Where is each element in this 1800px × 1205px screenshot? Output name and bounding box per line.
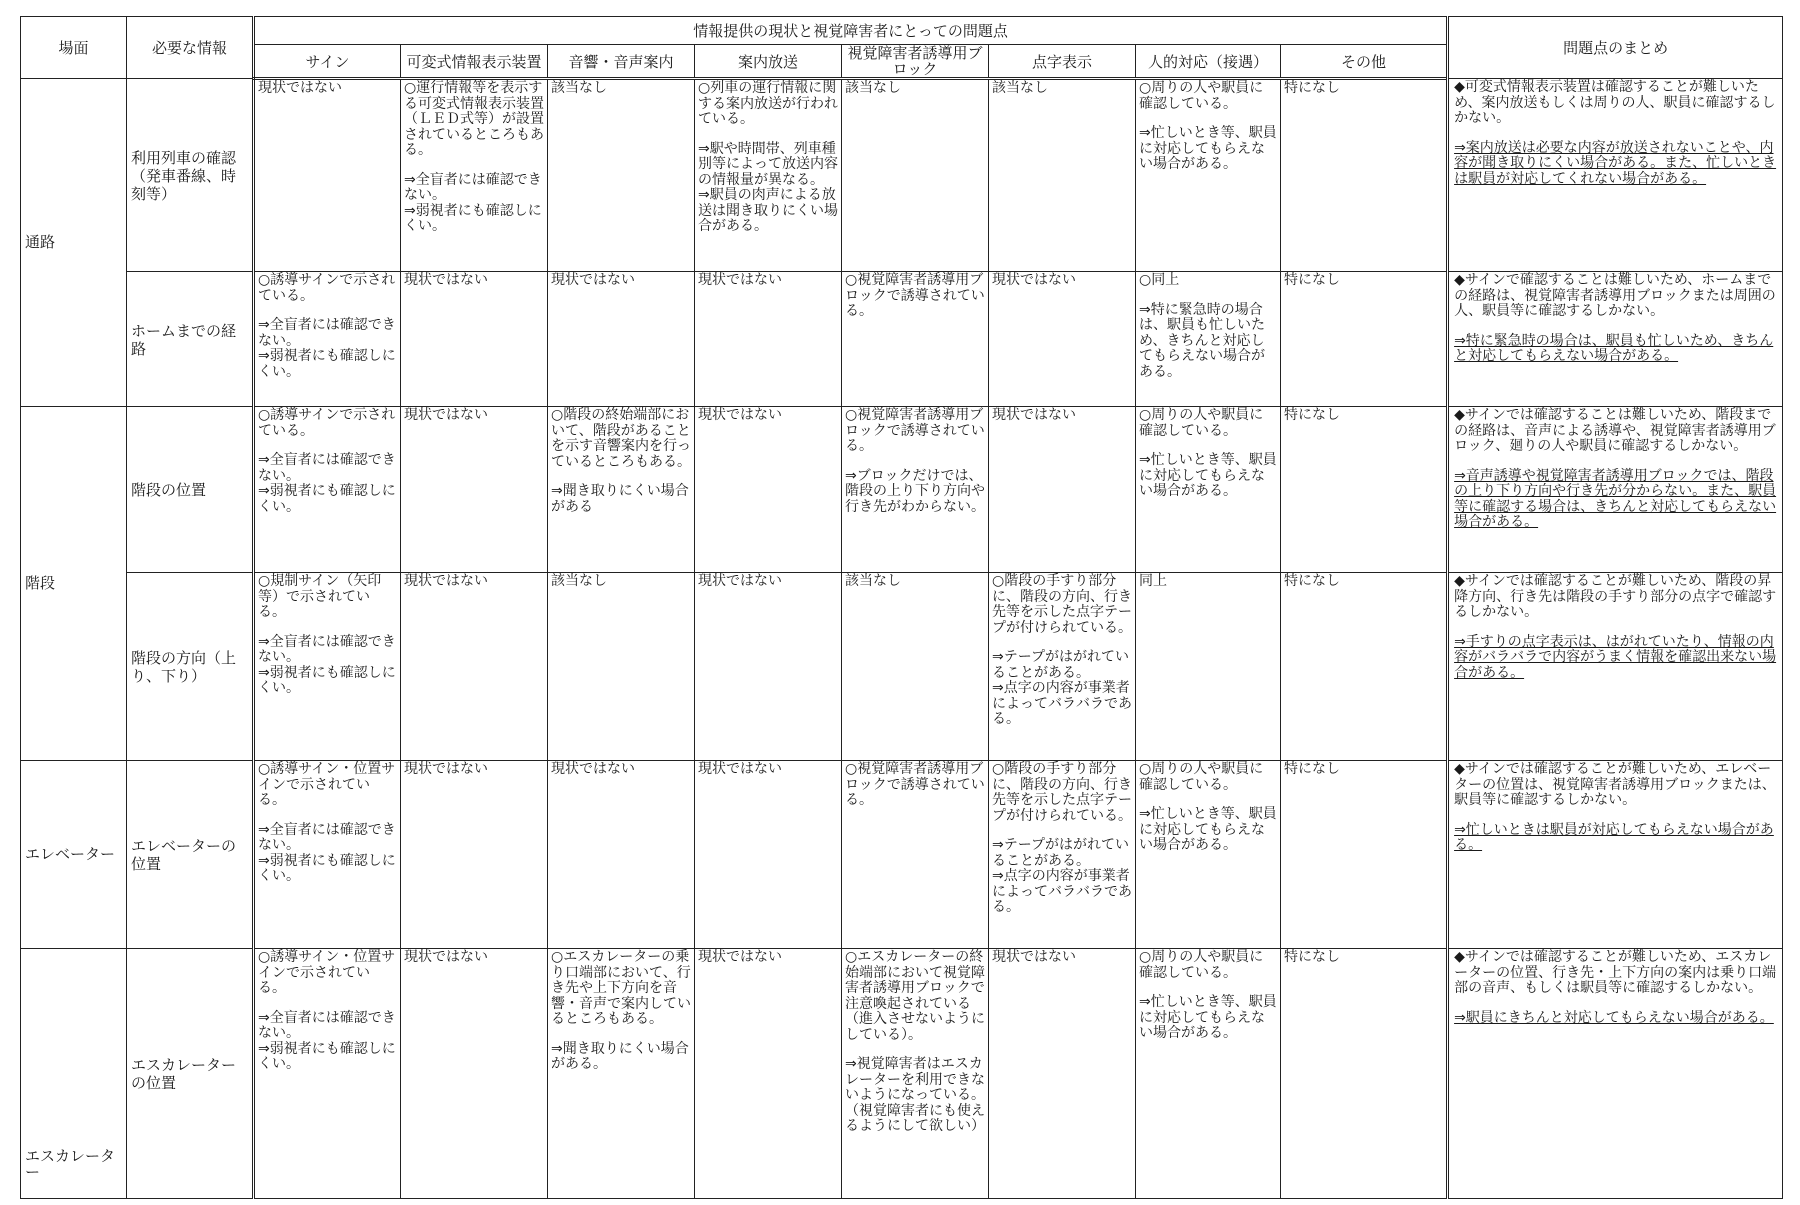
cell-text: ○視覚障害者誘導用ブロックで誘導されている。: [845, 761, 985, 808]
cell-sign: [254, 949, 401, 1199]
cell-text: ⇒駅や時間帯、列車種別等によって放送内容の情報量が異なる。 ⇒駅員の肉声による放送は聞き取りにくい場合がある。: [698, 140, 838, 234]
cell-variable-display: [401, 949, 548, 1199]
summary-text: ◆サインでは確認することが難しいため、エスカレーターの位置、行き先・上下方向の案内は乗り口端部の音声、もしくは駅員等に確認するしかない。: [1454, 949, 1777, 996]
cell-text: 現状ではない: [404, 272, 488, 288]
cell-text: ○階段の終始端部において、階段があることを示す音響案内を行っているところもある。: [551, 407, 691, 470]
cell-other: [1281, 573, 1448, 761]
cell-text: 現状ではない: [698, 573, 782, 589]
cell-text: 該当なし: [551, 573, 607, 589]
cell-text: 現状ではない: [698, 272, 782, 288]
cell-variable-display: [401, 573, 548, 761]
cell-text: ⇒忙しいとき等、駅員に対応してもらえない場合がある。: [1139, 452, 1277, 499]
summary-underlined-text: ⇒音声誘導や視覚障害者誘導用ブロックでは、階段の上り下り方向や行き先が分からない。また、駅員等に確認する場合は、きちんと対応してもらえない場合がある。: [1454, 467, 1777, 530]
cell-announcement: [695, 949, 842, 1199]
header-col-announcement: 案内放送: [695, 45, 842, 79]
cell-text: ○誘導サインで示されている。: [258, 407, 396, 439]
cell-text: ⇒全盲者には確認できない。 ⇒弱視者にも確認しにくい。: [258, 317, 396, 380]
summary-underlined-text: ⇒案内放送は必要な内容が放送されないことや、内容が聞き取りにくい場合がある。また、忙しいときは駅員が対応してくれない場合がある。: [1454, 139, 1777, 187]
cell-text: ○周りの人や駅員に確認している。: [1139, 80, 1264, 112]
cell-tactile-block: [842, 79, 989, 272]
needed-info-cell: 階段の方向（上り、下り）: [127, 573, 254, 761]
cell-text: 現状ではない: [551, 272, 635, 288]
cell-text: 現状ではない: [404, 407, 488, 423]
cell-text: ○規制サイン（矢印等）で示されている。: [258, 573, 382, 620]
cell-summary: [1448, 761, 1783, 949]
cell-text: ⇒全盲者には確認できない。 ⇒弱視者にも確認しにくい。: [258, 633, 396, 696]
cell-text: 現状ではない: [698, 407, 782, 423]
cell-text: 現状ではない: [992, 407, 1076, 423]
cell-other: [1281, 272, 1448, 407]
header-needed-info: 必要な情報: [127, 17, 254, 79]
cell-text: 現状ではない: [551, 761, 635, 777]
needed-info-cell: ホームまでの経路: [127, 272, 254, 407]
cell-text: 該当なし: [845, 573, 901, 589]
cell-other: [1281, 761, 1448, 949]
cell-text: ⇒忙しいとき等、駅員に対応してもらえない場合がある。: [1139, 806, 1277, 853]
cell-sign: [254, 79, 401, 272]
needed-info-cell: エレベーターの位置: [127, 761, 254, 949]
cell-text: 現状ではない: [258, 80, 342, 96]
cell-tactile-block: [842, 573, 989, 761]
summary-text: ◆サインで確認することは難しいため、ホームまでの経路は、視覚障害者誘導用ブロックまたは周囲の人、駅員等に確認するしかない。: [1454, 272, 1776, 319]
cell-text: 特になし: [1284, 949, 1340, 965]
header-col-other: その他: [1281, 45, 1448, 79]
cell-text: 該当なし: [845, 80, 901, 96]
cell-text: ⇒聞き取りにくい場合がある: [551, 483, 689, 515]
cell-text: ○エスカレーターの終始端部において視覚障害者誘導用ブロックで注意喚起されている（進入させないようにしている）。: [845, 949, 985, 1043]
summary-underlined-text: ⇒駅員にきちんと対応してもらえない場合がある。: [1454, 1009, 1774, 1026]
header-col-variable-display: 可変式情報表示装置: [401, 45, 548, 79]
cell-audio-guidance: [548, 272, 695, 407]
header-summary: 問題点のまとめ: [1448, 17, 1783, 79]
cell-tactile-block: [842, 407, 989, 573]
header-col-sign: サイン: [254, 45, 401, 79]
cell-text: ⇒全盲者には確認できない。 ⇒弱視者にも確認しにくい。: [258, 1009, 396, 1072]
cell-text: ○周りの人や駅員に確認している。: [1139, 407, 1264, 439]
cell-text: ○誘導サイン・位置サインで示されている。: [258, 761, 396, 808]
cell-announcement: [695, 272, 842, 407]
cell-text: 現状ではない: [698, 761, 782, 777]
scene-elevator: エレベーター: [21, 761, 127, 949]
cell-announcement: [695, 79, 842, 272]
cell-text: ⇒忙しいとき等、駅員に対応してもらえない場合がある。: [1139, 994, 1277, 1041]
cell-text: 現状ではない: [404, 573, 488, 589]
cell-text: ⇒全盲者には確認できない。 ⇒弱視者にも確認しにくい。: [404, 171, 542, 234]
cell-staff: [1136, 573, 1281, 761]
cell-text: 同上: [1139, 573, 1167, 589]
table-row: [21, 272, 1783, 407]
cell-text: ⇒特に緊急時の場合は、駅員も忙しいため、きちんと対応してもらえない場合がある。: [1139, 301, 1265, 380]
header-col-staff: 人的対応（接遇）: [1136, 45, 1281, 79]
table-row: [21, 761, 1783, 949]
summary-text: ◆サインでは確認することが難しいため、エレベーターの位置は、視覚障害者誘導用ブロックまたは、駅員等に確認するしかない。: [1454, 761, 1776, 808]
cell-staff: [1136, 407, 1281, 573]
cell-text: ○視覚障害者誘導用ブロックで誘導されている。: [845, 407, 985, 454]
table-row: [21, 573, 1783, 761]
cell-other: [1281, 79, 1448, 272]
cell-summary: [1448, 573, 1783, 761]
header-col-tactile-block: 視覚障害者誘導用ブロック: [842, 45, 989, 79]
header-row-1: [21, 17, 1783, 45]
needed-info-cell: 利用列車の確認（発車番線、時刻等）: [127, 79, 254, 272]
cell-text: ○階段の手すり部分に、階段の方向、行き先等を示した点字テープが付けられている。: [992, 761, 1132, 824]
cell-text: ○誘導サイン・位置サインで示されている。: [258, 949, 396, 996]
cell-text: ⇒忙しいとき等、駅員に対応してもらえない場合がある。: [1139, 125, 1277, 172]
cell-announcement: [695, 573, 842, 761]
cell-text: 該当なし: [992, 80, 1048, 96]
cell-other: [1281, 949, 1448, 1199]
cell-text: ⇒テープがはがれていることがある。 ⇒点字の内容が事業者によってバラバラである。: [992, 837, 1132, 915]
cell-audio-guidance: [548, 761, 695, 949]
cell-braille: [989, 272, 1136, 407]
header-group-title: 情報提供の現状と視覚障害者にとっての問題点: [254, 17, 1448, 45]
cell-text: ⇒視覚障害者はエスカレーターを利用できないようになっている。（視覚障害者にも使えるようにして欲しい）: [845, 1056, 985, 1134]
cell-text: 該当なし: [551, 80, 607, 96]
cell-variable-display: [401, 761, 548, 949]
cell-tactile-block: [842, 272, 989, 407]
cell-text: ⇒全盲者には確認できない。 ⇒弱視者にも確認しにくい。: [258, 452, 396, 515]
cell-text: 特になし: [1284, 761, 1340, 777]
header-col-braille: 点字表示: [989, 45, 1136, 79]
scene-escalator: エスカレーター: [21, 949, 127, 1199]
summary-text: ◆サインでは確認することが難しいため、階段の昇降方向、行き先は階段の手すり部分の点字で確認するしかない。: [1454, 573, 1777, 620]
cell-staff: [1136, 949, 1281, 1199]
cell-text: ⇒テープがはがれていることがある。 ⇒点字の内容が事業者によってバラバラである。: [992, 649, 1132, 727]
cell-text: ○列車の運行情報に関する案内放送が行われている。: [698, 80, 838, 127]
summary-underlined-text: ⇒手すりの点字表示は、はがれていたり、情報の内容がバラバラで内容がうまく情報を確認出来ない場合がある。: [1454, 633, 1777, 681]
cell-summary: [1448, 407, 1783, 573]
needed-info-cell: エスカレーターの位置: [127, 949, 254, 1199]
cell-sign: [254, 761, 401, 949]
cell-text: ○周りの人や駅員に確認している。: [1139, 949, 1264, 981]
cell-summary: [1448, 272, 1783, 407]
cell-text: ⇒聞き取りにくい場合がある。: [551, 1040, 689, 1072]
cell-text: 特になし: [1284, 272, 1340, 288]
cell-text: ○誘導サインで示されている。: [258, 272, 396, 304]
table-row: [21, 407, 1783, 573]
cell-text: ⇒ブロックだけでは、階段の上り下り方向や行き先がわからない。: [845, 467, 985, 515]
scene-stairs: 階段: [21, 407, 127, 761]
cell-text: 現状ではない: [698, 949, 782, 965]
cell-sign: [254, 573, 401, 761]
cell-staff: [1136, 272, 1281, 407]
summary-underlined-text: ⇒特に緊急時の場合は、駅員も忙しいため、きちんと対応してもらえない場合がある。: [1454, 332, 1774, 364]
cell-other: [1281, 407, 1448, 573]
header-col-audio-guidance: 音響・音声案内: [548, 45, 695, 79]
cell-audio-guidance: [548, 407, 695, 573]
cell-staff: [1136, 79, 1281, 272]
cell-audio-guidance: [548, 949, 695, 1199]
cell-text: ○階段の手すり部分に、階段の方向、行き先等を示した点字テープが付けられている。: [992, 573, 1132, 636]
summary-text: ◆可変式情報表示装置は確認することが難しいため、案内放送もしくは周りの人、駅員に確認するしかない。: [1454, 79, 1776, 126]
cell-text: 特になし: [1284, 573, 1340, 589]
cell-summary: [1448, 79, 1783, 272]
cell-text: 現状ではない: [404, 761, 488, 777]
cell-text: 特になし: [1284, 407, 1340, 423]
header-scene: 場面: [21, 17, 127, 79]
cell-variable-display: [401, 272, 548, 407]
cell-variable-display: [401, 407, 548, 573]
summary-underlined-text: ⇒忙しいときは駅員が対応してもらえない場合がある。: [1454, 821, 1774, 853]
cell-variable-display: [401, 79, 548, 272]
cell-sign: [254, 272, 401, 407]
cell-braille: [989, 761, 1136, 949]
cell-text: ⇒全盲者には確認できない。 ⇒弱視者にも確認しにくい。: [258, 821, 396, 884]
cell-summary: [1448, 949, 1783, 1199]
table-row: [21, 949, 1783, 1199]
cell-text: 現状ではない: [992, 272, 1076, 288]
cell-tactile-block: [842, 949, 989, 1199]
cell-text: ○エスカレーターの乗り口端部において、行き先や上下方向を音響・音声で案内しているところもある。: [551, 949, 691, 1027]
summary-text: ◆サインでは確認することは難しいため、階段までの経路は、音声による誘導や、視覚障害者誘導用ブロック、廻りの人や駅員に確認するしかない。: [1454, 407, 1776, 454]
cell-text: ○視覚障害者誘導用ブロックで誘導されている。: [845, 272, 985, 319]
cell-audio-guidance: [548, 79, 695, 272]
cell-braille: [989, 79, 1136, 272]
scene-passage: 通路: [21, 79, 127, 407]
cell-announcement: [695, 761, 842, 949]
cell-braille: [989, 949, 1136, 1199]
cell-audio-guidance: [548, 573, 695, 761]
cell-text: 特になし: [1284, 80, 1340, 96]
cell-announcement: [695, 407, 842, 573]
table-row: [21, 79, 1783, 272]
needed-info-cell: 階段の位置: [127, 407, 254, 573]
cell-tactile-block: [842, 761, 989, 949]
cell-text: 現状ではない: [404, 949, 488, 965]
cell-sign: [254, 407, 401, 573]
cell-text: ○周りの人や駅員に確認している。: [1139, 761, 1264, 793]
cell-text: ○同上: [1139, 272, 1180, 288]
cell-staff: [1136, 761, 1281, 949]
cell-braille: [989, 573, 1136, 761]
info-provision-table: [20, 16, 1783, 1199]
cell-text: ○運行情報等を表示する可変式情報表示装置（ＬＥＤ式等）が設置されているところもある。: [404, 80, 544, 158]
cell-braille: [989, 407, 1136, 573]
cell-text: 現状ではない: [992, 949, 1076, 965]
